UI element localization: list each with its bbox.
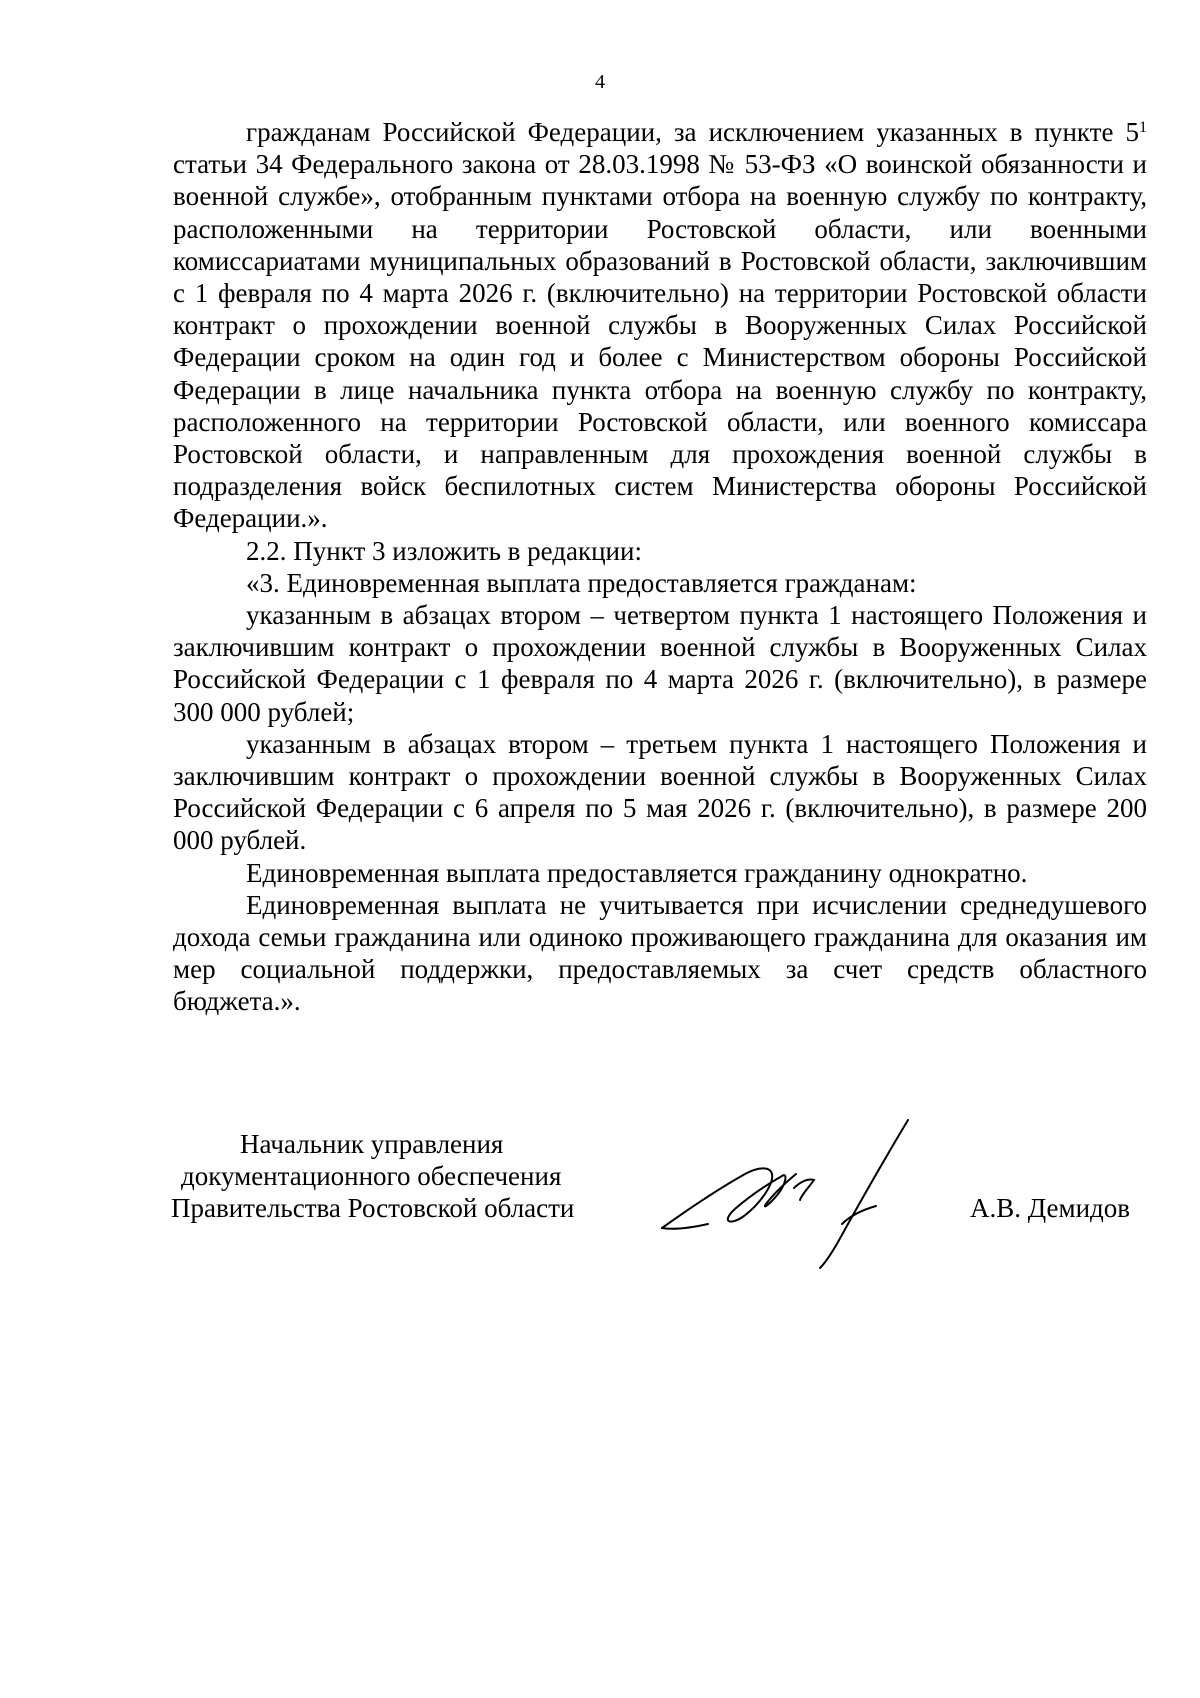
document-body bbox=[173, 116, 1147, 1018]
paragraph-3: «3. Единовременная выплата предоставляется гражданам: bbox=[246, 567, 917, 598]
paragraph-1-text-start: гражданам Российской Федерации, за исключением указанных в пункте 5 bbox=[246, 117, 1139, 147]
paragraph-4: указанным в абзацах втором – четвертом пункта 1 настоящего Положения и заключившим контракт о прохождении военной службы в Вооруженных Силах Российской Федерации с 1 февраля по 4 марта 2026 г. (включительно), в размере 300 000 рублей; bbox=[173, 600, 1147, 727]
paragraph-1 bbox=[173, 116, 1147, 535]
paragraph-2: 2.2. Пункт 3 изложить в редакции: bbox=[246, 535, 642, 566]
paragraph-6: Единовременная выплата предоставляется гражданину однократно. bbox=[246, 857, 1028, 888]
signatory-name: А.В. Демидов bbox=[970, 1193, 1131, 1223]
signatory-title-line-1: Начальник управления bbox=[240, 1129, 504, 1159]
superscript: 1 bbox=[1139, 119, 1147, 136]
paragraph-7: Единовременная выплата не учитывается при исчислении среднедушевого дохода семьи гражданина или одиноко проживающего гражданина для оказания им мер социальной поддержки, предоставляемых за счет средств областного бюджета.». bbox=[173, 889, 1147, 1017]
signatory-title-line-3: Правительства Ростовской области bbox=[171, 1193, 575, 1223]
signatory-title bbox=[171, 1128, 611, 1224]
signatory-title-line-2: документационного обеспечения bbox=[181, 1161, 562, 1191]
handwritten-signature bbox=[650, 1112, 930, 1272]
page-number: 4 bbox=[595, 71, 605, 93]
paragraph-5: указанным в абзацах втором – третьем пункта 1 настоящего Положения и заключившим контракт о прохождении военной службы в Вооруженных Силах Российской Федерации с 6 апреля по 5 мая 2026 г. (включительно), в размере 200 000 рублей. bbox=[173, 728, 1147, 856]
paragraph-1-text-end: статьи 34 Федерального закона от 28.03.1998 № 53-ФЗ «О воинской обязанности и военной службе», отобранным пунктами отбора на военную службу по контракту, расположенными на территории Ростовской области, или военными комиссариатами муниципальных образований в Ростовской области, заключившим с 1 февраля по 4 марта 2026 г. (включительно) на территории Ростовской области контракт о прохождении военной службы в Вооруженных Силах Российской Федерации сроком на один год и более с Министерством обороны Российской Федерации в лице начальника пункта отбора на военную службу по контракту, расположенного на территории Ростовской области, или военного комиссара Ростовской области, и направленным для прохождения военной службы в подразделения войск беспилотных систем Министерства обороны Российской Федерации.». bbox=[173, 149, 1147, 534]
